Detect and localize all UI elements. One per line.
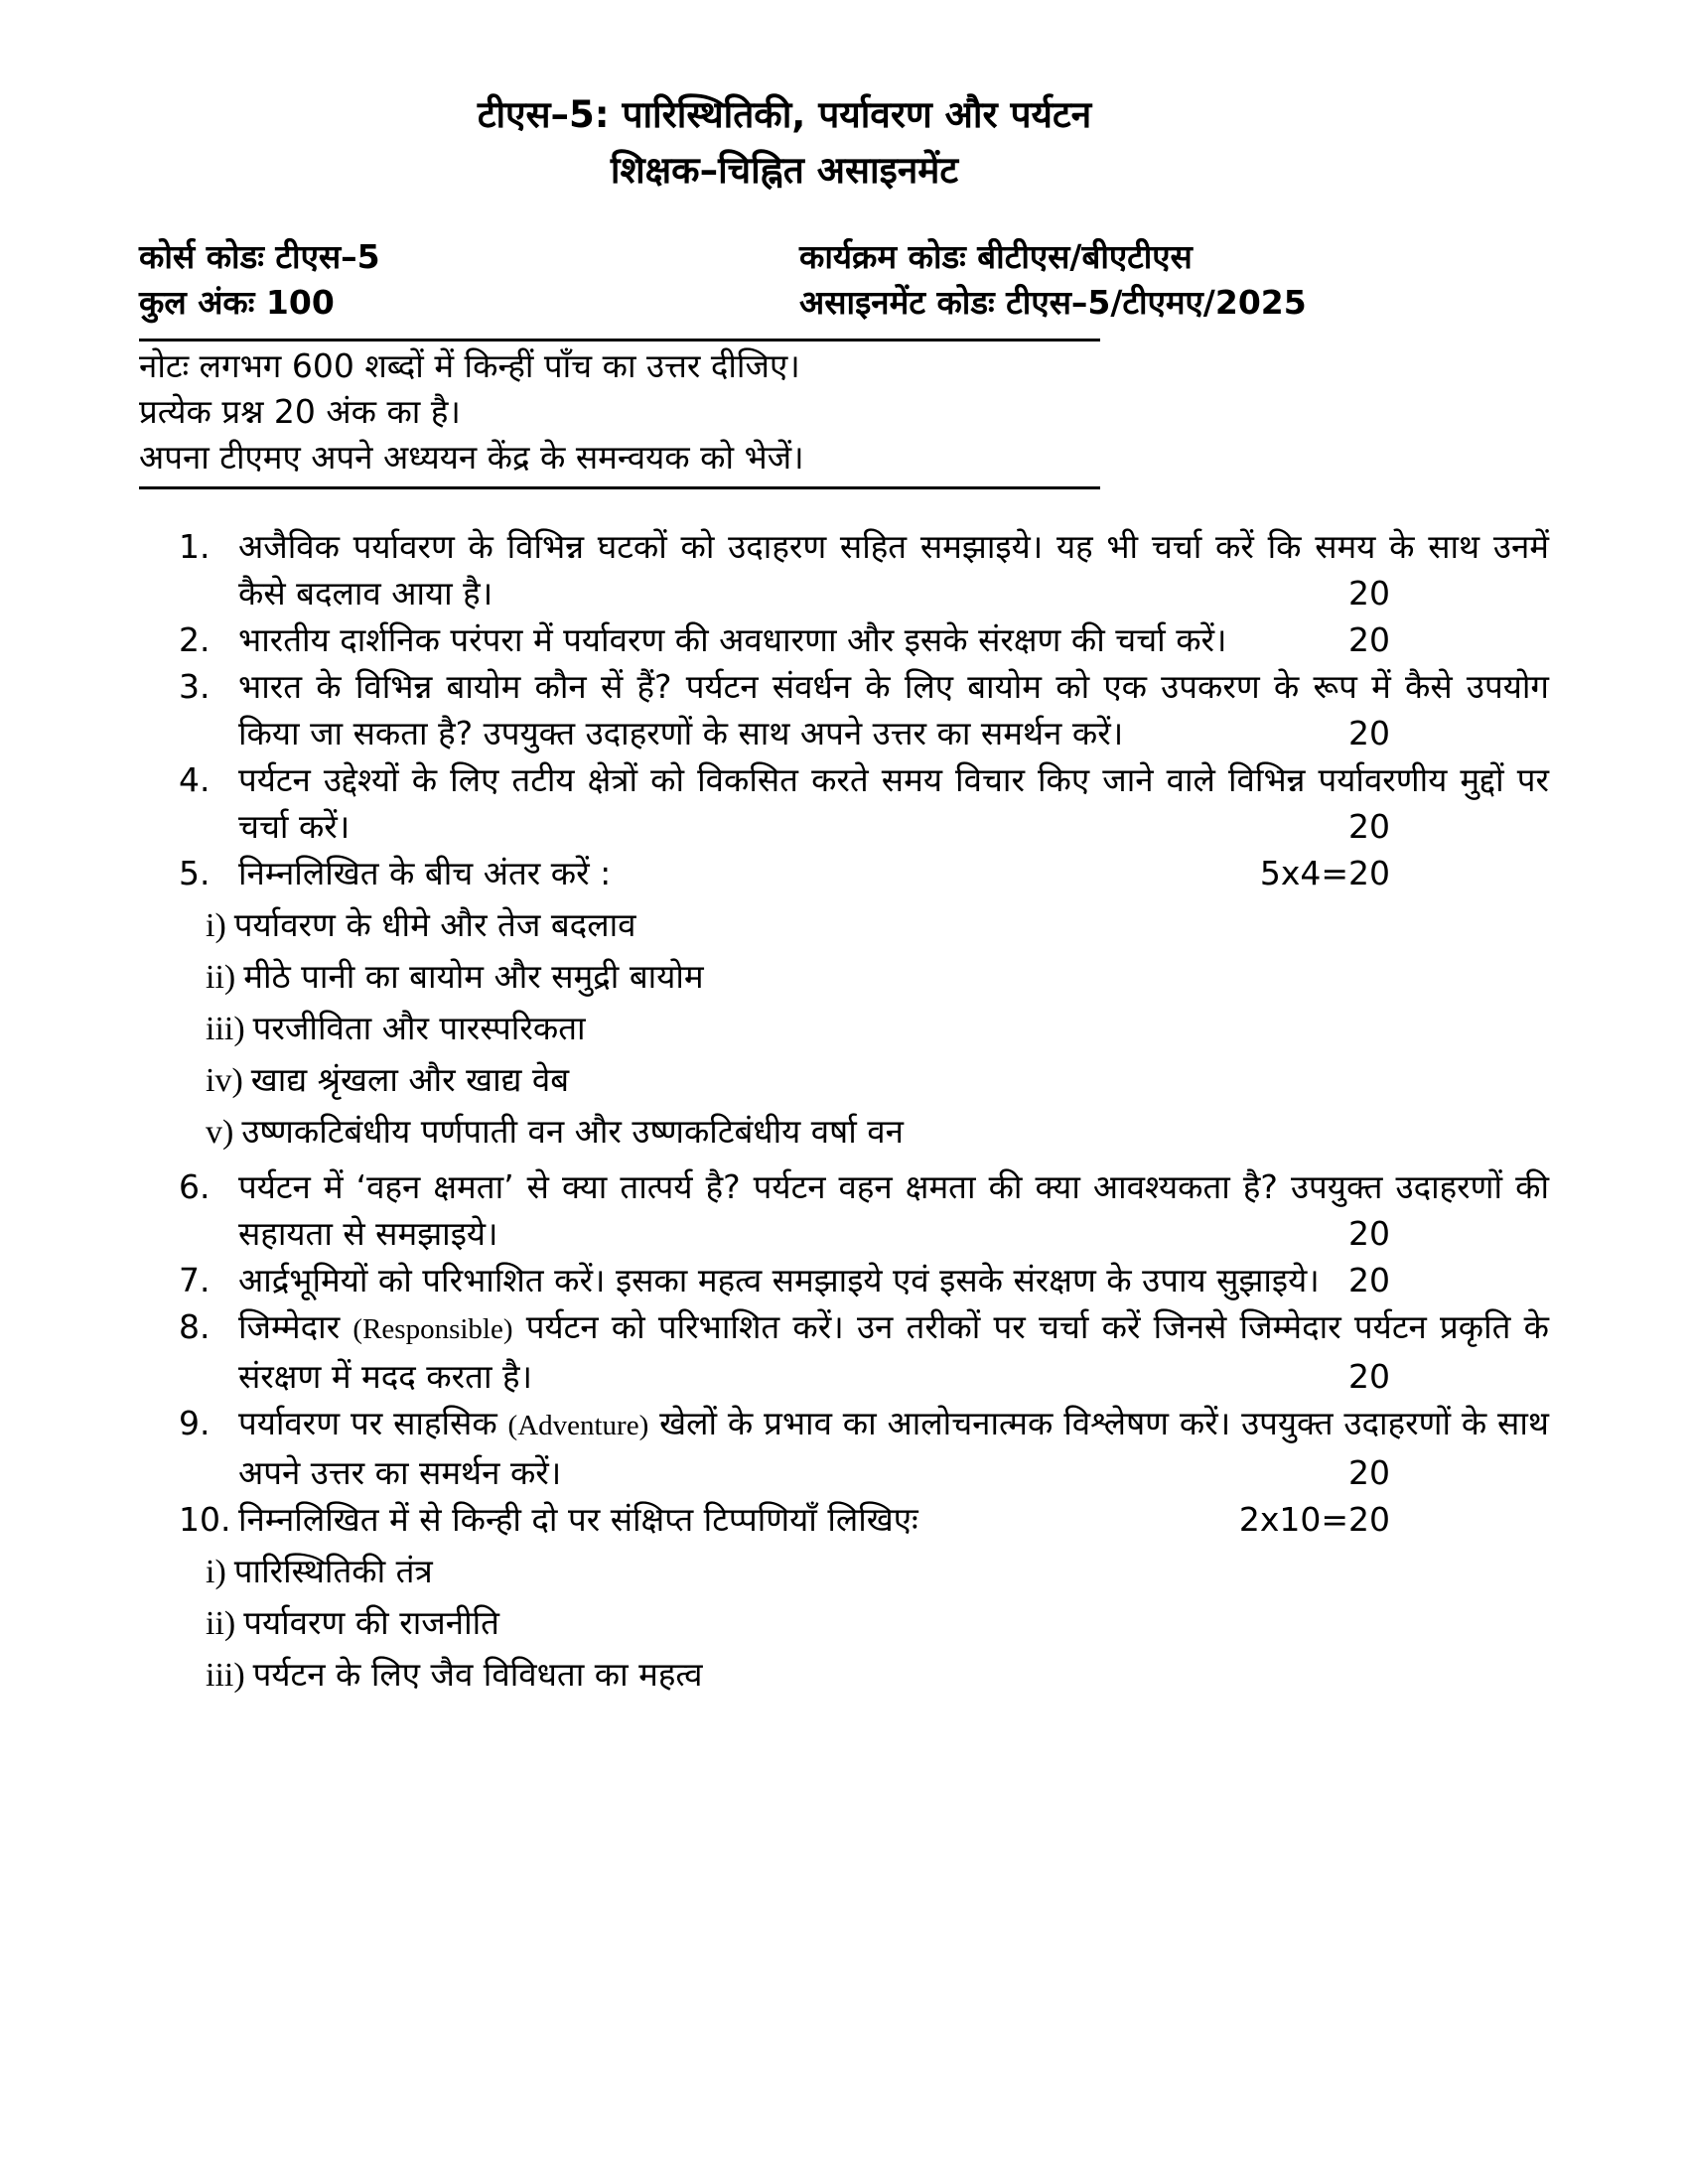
sub-item-label: iv) — [206, 1062, 243, 1099]
question-marks: 20 — [1348, 570, 1390, 616]
question-marks: 2x10=20 — [1239, 1496, 1390, 1543]
sub-item-label: iii) — [206, 1657, 245, 1694]
sub-item-label: iii) — [206, 1011, 245, 1047]
total-marks: कुल अंकः 100 — [139, 283, 335, 322]
question-row-8 — [139, 1303, 1549, 1400]
sub-item-text: पर्यटन के लिए जैव विविधता का महत्व — [252, 1655, 703, 1694]
question-5-sub-item-list — [139, 899, 1549, 1158]
question-number: 6. — [179, 1167, 211, 1206]
question-number: 4. — [179, 760, 211, 799]
sub-item-label: i) — [206, 907, 226, 944]
latin-term: (Adventure) — [507, 1410, 649, 1441]
question-number: 2. — [179, 620, 211, 659]
sub-item-text: पारिस्थितिकी तंत्र — [233, 1552, 433, 1590]
assignment-code: असाइनमेंट कोडः टीएस–5/टीएमए/2025 — [799, 283, 1307, 322]
sub-item-label: i) — [206, 1554, 226, 1590]
question-text-span: निम्नलिखित के बीच अंतर करें : — [238, 854, 612, 892]
latin-term: (Responsible) — [352, 1313, 513, 1345]
question-marks: 20 — [1348, 1353, 1390, 1400]
question-number: 5. — [179, 854, 211, 892]
question-row-1 — [139, 523, 1549, 616]
sub-item-text: परजीविता और पारस्परिकता — [252, 1009, 586, 1047]
question-number: 10. — [179, 1500, 231, 1539]
question-number: 9. — [179, 1404, 211, 1442]
note-line: प्रत्येक प्रश्न 20 अंक का है। — [139, 392, 461, 431]
question-row-4 — [139, 756, 1549, 850]
sub-item — [206, 1106, 1549, 1158]
sub-item-label: ii) — [206, 959, 236, 996]
question-text-span: भारतीय दार्शनिक परंपरा में पर्यावरण की अवधारणा और इसके संरक्षण की चर्चा करें। — [238, 620, 1227, 659]
question-marks: 20 — [1348, 616, 1390, 663]
question-number: 8. — [179, 1307, 211, 1346]
question-marks: 20 — [1348, 710, 1390, 756]
sub-item — [206, 951, 1549, 1003]
question-text-span: पर्यटन में ‘वहन क्षमता’ से क्या तात्पर्य है? पर्यटन वहन क्षमता की क्या आवश्यकता है? उपयुक्त उदाहरणों की सहायता से समझाइये। — [238, 1167, 1549, 1253]
sub-item-text: खाद्य श्रृंखला और खाद्य वेब — [250, 1060, 570, 1099]
question-row-10 — [139, 1496, 1549, 1543]
assignment-type-title: शिक्षक–चिह्नित असाइनमेंट — [610, 149, 959, 192]
question-row-7 — [139, 1257, 1549, 1303]
question-number: 3. — [179, 667, 211, 706]
sub-item — [206, 899, 1549, 951]
document-header — [139, 87, 1430, 199]
note-line: अपना टीएमए अपने अध्ययन केंद्र के समन्वयक को भेजें। — [139, 438, 804, 477]
program-code: कार्यक्रम कोडः बीटीएस/बीएटीएस — [799, 237, 1193, 276]
question-text-span: खेलों के प्रभाव का आलोचनात्मक विश्लेषण करें। उपयुक्त उदाहरणों के साथ अपने उत्तर का समर्थन करें। — [238, 1404, 1549, 1492]
sub-item — [206, 1546, 1549, 1597]
note-block — [139, 339, 1100, 489]
question-row-6 — [139, 1163, 1549, 1257]
question-marks: 20 — [1348, 1257, 1390, 1303]
question-text-span: पर्यटन को परिभाशित करें। उन तरीकों पर चर्चा करें जिनसे जिम्मेदार पर्यटन प्रकृति के संरक्षण में मदद करता है। — [238, 1307, 1549, 1396]
question-marks: 20 — [1348, 803, 1390, 850]
sub-item-text: पर्यावरण के धीमे और तेज बदलाव — [233, 905, 636, 944]
question-marks: 20 — [1348, 1210, 1390, 1257]
sub-item-label: ii) — [206, 1605, 236, 1642]
course-title: टीएस–5: पारिस्थितिकी, पर्यावरण और पर्यटन — [477, 93, 1092, 136]
note-line: नोटः लगभग 600 शब्दों में किन्हीं पाँच का उत्तर दीजिए। — [139, 346, 800, 385]
question-row-9 — [139, 1400, 1549, 1496]
question-10-sub-item-list — [139, 1546, 1549, 1701]
question-text-span: भारत के विभिन्न बायोम कौन सें हैं? पर्यटन संवर्धन के लिए बायोम को एक उपकरण के रूप में कैसे उपयोग किया जा सकता है? उपयुक्त उदाहरणों के साथ अपने उत्तर का समर्थन करें। — [238, 667, 1549, 752]
question-text-span: अजैविक पर्यावरण के विभिन्न घटकों को उदाहरण सहित समझाइये। यह भी चर्चा करें कि समय के साथ उनमें कैसे बदलाव आया है। — [238, 527, 1549, 613]
question-number: 7. — [179, 1261, 211, 1299]
meta-block — [139, 234, 1549, 326]
question-row-3 — [139, 663, 1549, 756]
sub-item-text: मीठे पानी का बायोम और समुद्री बायोम — [243, 957, 704, 996]
sub-item — [206, 1649, 1549, 1701]
question-text-span: आर्द्रभूमियों को परिभाशित करें। इसका महत्व समझाइये एवं इसके संरक्षण के उपाय सुझाइये। — [238, 1261, 1320, 1299]
question-text-span: पर्यटन उद्देश्यों के लिए तटीय क्षेत्रों को विकसित करते समय विचार किए जाने वाले विभिन्न पर्यावरणीय मुद्दों पर चर्चा करें। — [238, 760, 1549, 846]
sub-item — [206, 1003, 1549, 1054]
question-marks: 5x4=20 — [1260, 850, 1390, 896]
question-text-span: निम्नलिखित में से किन्ही दो पर संक्षिप्त टिप्पणियाँ लिखिएः — [238, 1500, 918, 1539]
question-marks: 20 — [1348, 1449, 1390, 1496]
meta-row — [139, 280, 1549, 326]
sub-item-label: v) — [206, 1114, 234, 1151]
question-row-5 — [139, 850, 1549, 896]
sub-item — [206, 1054, 1549, 1106]
sub-item-text: पर्यावरण की राजनीति — [243, 1603, 499, 1642]
question-text-span: पर्यावरण पर साहसिक — [238, 1404, 508, 1442]
question-row-2 — [139, 616, 1549, 663]
course-code: कोर्स कोडः टीएस–5 — [139, 237, 380, 276]
question-text-span: जिम्मेदार — [238, 1307, 353, 1346]
meta-row — [139, 234, 1549, 280]
sub-item-text: उष्णकटिबंधीय पर्णपाती वन और उष्णकटिबंधीय वर्षा वन — [241, 1112, 904, 1151]
question-number: 1. — [179, 527, 211, 566]
sub-item — [206, 1597, 1549, 1649]
question-list — [139, 523, 1549, 1701]
